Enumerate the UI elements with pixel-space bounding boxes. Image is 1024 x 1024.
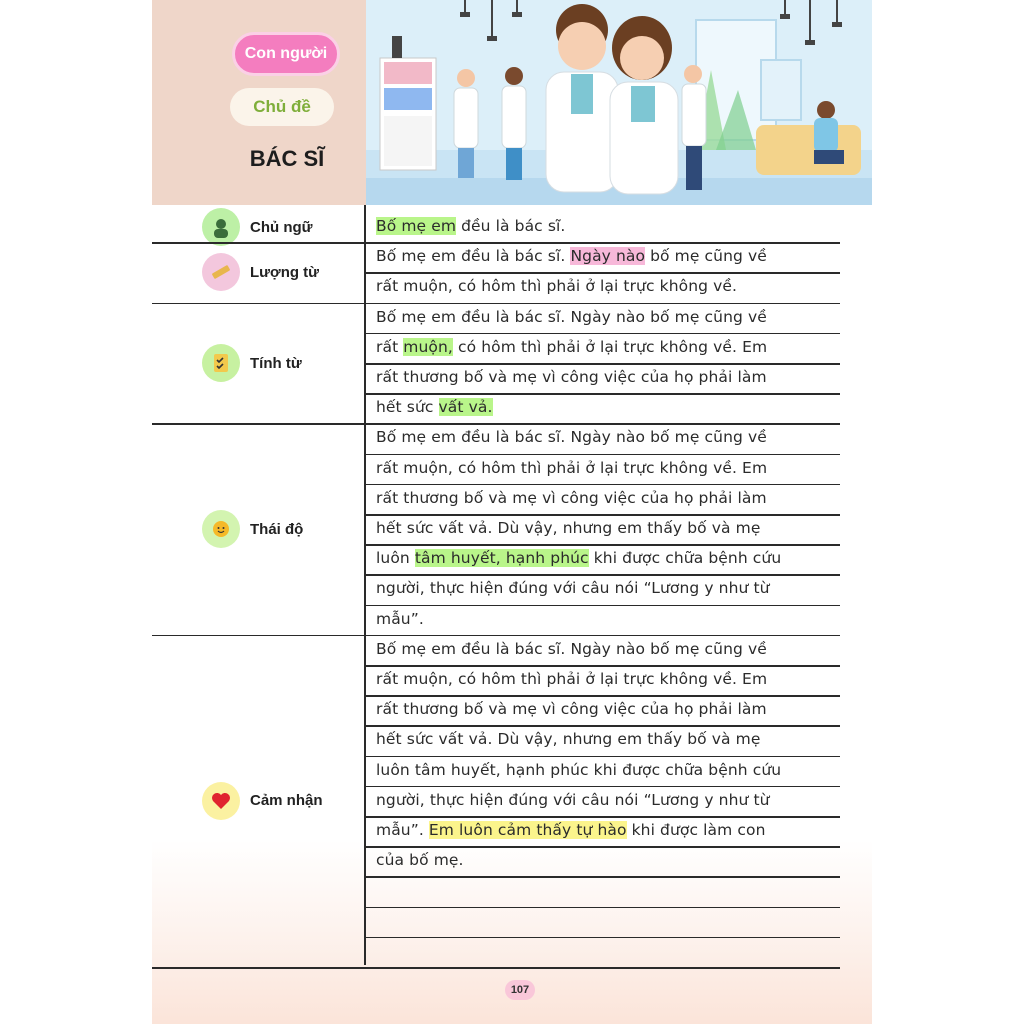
highlighted-phrase: Bố mẹ em — [376, 217, 457, 235]
ruled-line — [364, 484, 840, 486]
line-text: hết sức — [376, 398, 439, 417]
ruled-line — [364, 725, 840, 727]
line-text: rất thương bố và mẹ vì công việc của họ phải làm — [376, 368, 767, 386]
ruled-line — [364, 333, 840, 335]
answer-line — [376, 459, 767, 477]
answer-line — [376, 730, 761, 748]
line-text: rất muộn, có hôm thì phải ở lại trực không về. — [376, 277, 738, 296]
line-text: rất — [376, 337, 404, 356]
answer-line — [376, 489, 767, 507]
line-text: rất thương bố và mẹ vì công việc của họ phải làm — [376, 488, 767, 507]
ruled-line — [364, 695, 840, 697]
row-label-text: Tính từ — [250, 354, 302, 372]
checklist-icon — [202, 344, 240, 382]
ruled-line — [364, 514, 840, 516]
row-label-text: Chủ ngữ — [250, 218, 313, 236]
page-number: 107 — [505, 980, 535, 1000]
answer-line — [376, 549, 781, 567]
highlighted-phrase: tâm huyết, hạnh phúc — [414, 549, 589, 568]
ruled-line — [364, 393, 840, 395]
person-icon — [202, 208, 240, 246]
answer-line — [376, 610, 424, 628]
row-label-text: Lượng từ — [250, 263, 320, 281]
doctors-illustration — [366, 0, 872, 205]
row-divider — [152, 423, 840, 425]
answer-line — [376, 670, 767, 688]
answer-line — [376, 640, 767, 658]
row-label-2 — [202, 253, 319, 291]
highlighted-phrase: muộn, — [403, 337, 453, 356]
line-text: Bố mẹ em đều là bác sĩ. Ngày nào bố mẹ cũng về — [376, 307, 767, 326]
ruled-line — [364, 605, 840, 607]
answer-line — [376, 368, 767, 386]
answer-line — [376, 851, 464, 869]
answer-line — [376, 277, 737, 295]
line-text: rất thương bố và mẹ vì công việc của họ phải làm — [376, 700, 767, 719]
answer-line — [376, 308, 767, 326]
line-text: có hôm thì phải ở lại trực không về. Em — [452, 337, 768, 356]
line-text: mẫu”. — [376, 609, 424, 628]
line-text: Bố mẹ em đều là bác sĩ. — [376, 247, 571, 266]
line-text: Bố mẹ em đều là bác sĩ. Ngày nào bố mẹ cũng về — [376, 428, 767, 447]
ruled-line — [364, 937, 840, 939]
workbook-page — [152, 0, 872, 1024]
table-column-divider — [364, 205, 366, 965]
answer-line — [376, 247, 767, 265]
line-text: hết sức vất vả. Dù vậy, nhưng em thấy bố và mẹ — [376, 730, 761, 749]
line-text: khi được làm con — [626, 821, 766, 839]
line-text: luôn tâm huyết, hạnh phúc khi được chữa bệnh cứu — [376, 760, 782, 779]
row-label-text: Thái độ — [250, 520, 304, 538]
line-text: bố mẹ cũng về — [645, 247, 767, 266]
row-label-5 — [202, 782, 323, 820]
line-text: của bố mẹ. — [376, 851, 464, 870]
ruled-line — [364, 665, 840, 667]
line-text: người, thực hiện đúng với câu nói “Lương y như từ — [376, 579, 770, 598]
line-text: luôn — [376, 549, 415, 568]
row-divider — [152, 967, 840, 969]
line-text: rất muộn, có hôm thì phải ở lại trực không về. Em — [376, 670, 768, 688]
row-label-4 — [202, 510, 303, 548]
highlighted-phrase: Em luôn cảm thấy tự hào — [428, 821, 627, 839]
ruled-line — [364, 272, 840, 274]
ruled-line — [364, 454, 840, 456]
answer-line — [376, 338, 767, 356]
line-text: đều là bác sĩ. — [456, 217, 566, 235]
ruled-line — [364, 907, 840, 909]
ruled-line — [364, 574, 840, 576]
line-text: Bố mẹ em đều là bác sĩ. Ngày nào bố mẹ cũng về — [376, 639, 767, 658]
row-divider — [152, 635, 840, 637]
ruled-line — [364, 544, 840, 546]
highlighted-phrase: Ngày nào — [570, 247, 646, 266]
ruled-line — [364, 786, 840, 788]
answer-line — [376, 700, 767, 718]
row-divider — [152, 303, 840, 305]
answer-line — [376, 821, 766, 839]
page-title: BÁC SĨ — [249, 146, 325, 171]
highlighted-phrase: vất vả. — [438, 398, 493, 417]
ruled-line — [364, 756, 840, 758]
banner-left-panel — [152, 0, 366, 205]
row-divider — [152, 242, 840, 244]
ruler-icon — [202, 253, 240, 291]
answer-line — [376, 579, 770, 597]
answer-line — [376, 217, 565, 235]
answer-line — [376, 761, 781, 779]
ruled-line — [364, 876, 840, 878]
ruled-line — [364, 363, 840, 365]
answer-line — [376, 428, 767, 446]
line-text: người, thực hiện đúng với câu nói “Lương y như từ — [376, 790, 770, 809]
line-text: mẫu”. — [376, 821, 429, 839]
ruled-line — [364, 846, 840, 848]
answer-line — [376, 398, 493, 416]
ruled-line — [364, 816, 840, 818]
line-text: hết sức vất vả. Dù vậy, nhưng em thấy bố và mẹ — [376, 519, 761, 537]
line-text: khi được chữa bệnh cứu — [588, 549, 782, 568]
smiley-sun-icon — [202, 510, 240, 548]
heart-icon — [202, 782, 240, 820]
answer-line — [376, 791, 770, 809]
row-label-1 — [202, 208, 313, 246]
topic-pill: Con người — [232, 32, 340, 76]
row-label-3 — [202, 344, 302, 382]
topic-label-pill: Chủ đề — [230, 88, 334, 126]
answer-line — [376, 519, 761, 537]
row-label-text: Cảm nhận — [250, 792, 323, 810]
line-text: rất muộn, có hôm thì phải ở lại trực không về. Em — [376, 458, 768, 477]
